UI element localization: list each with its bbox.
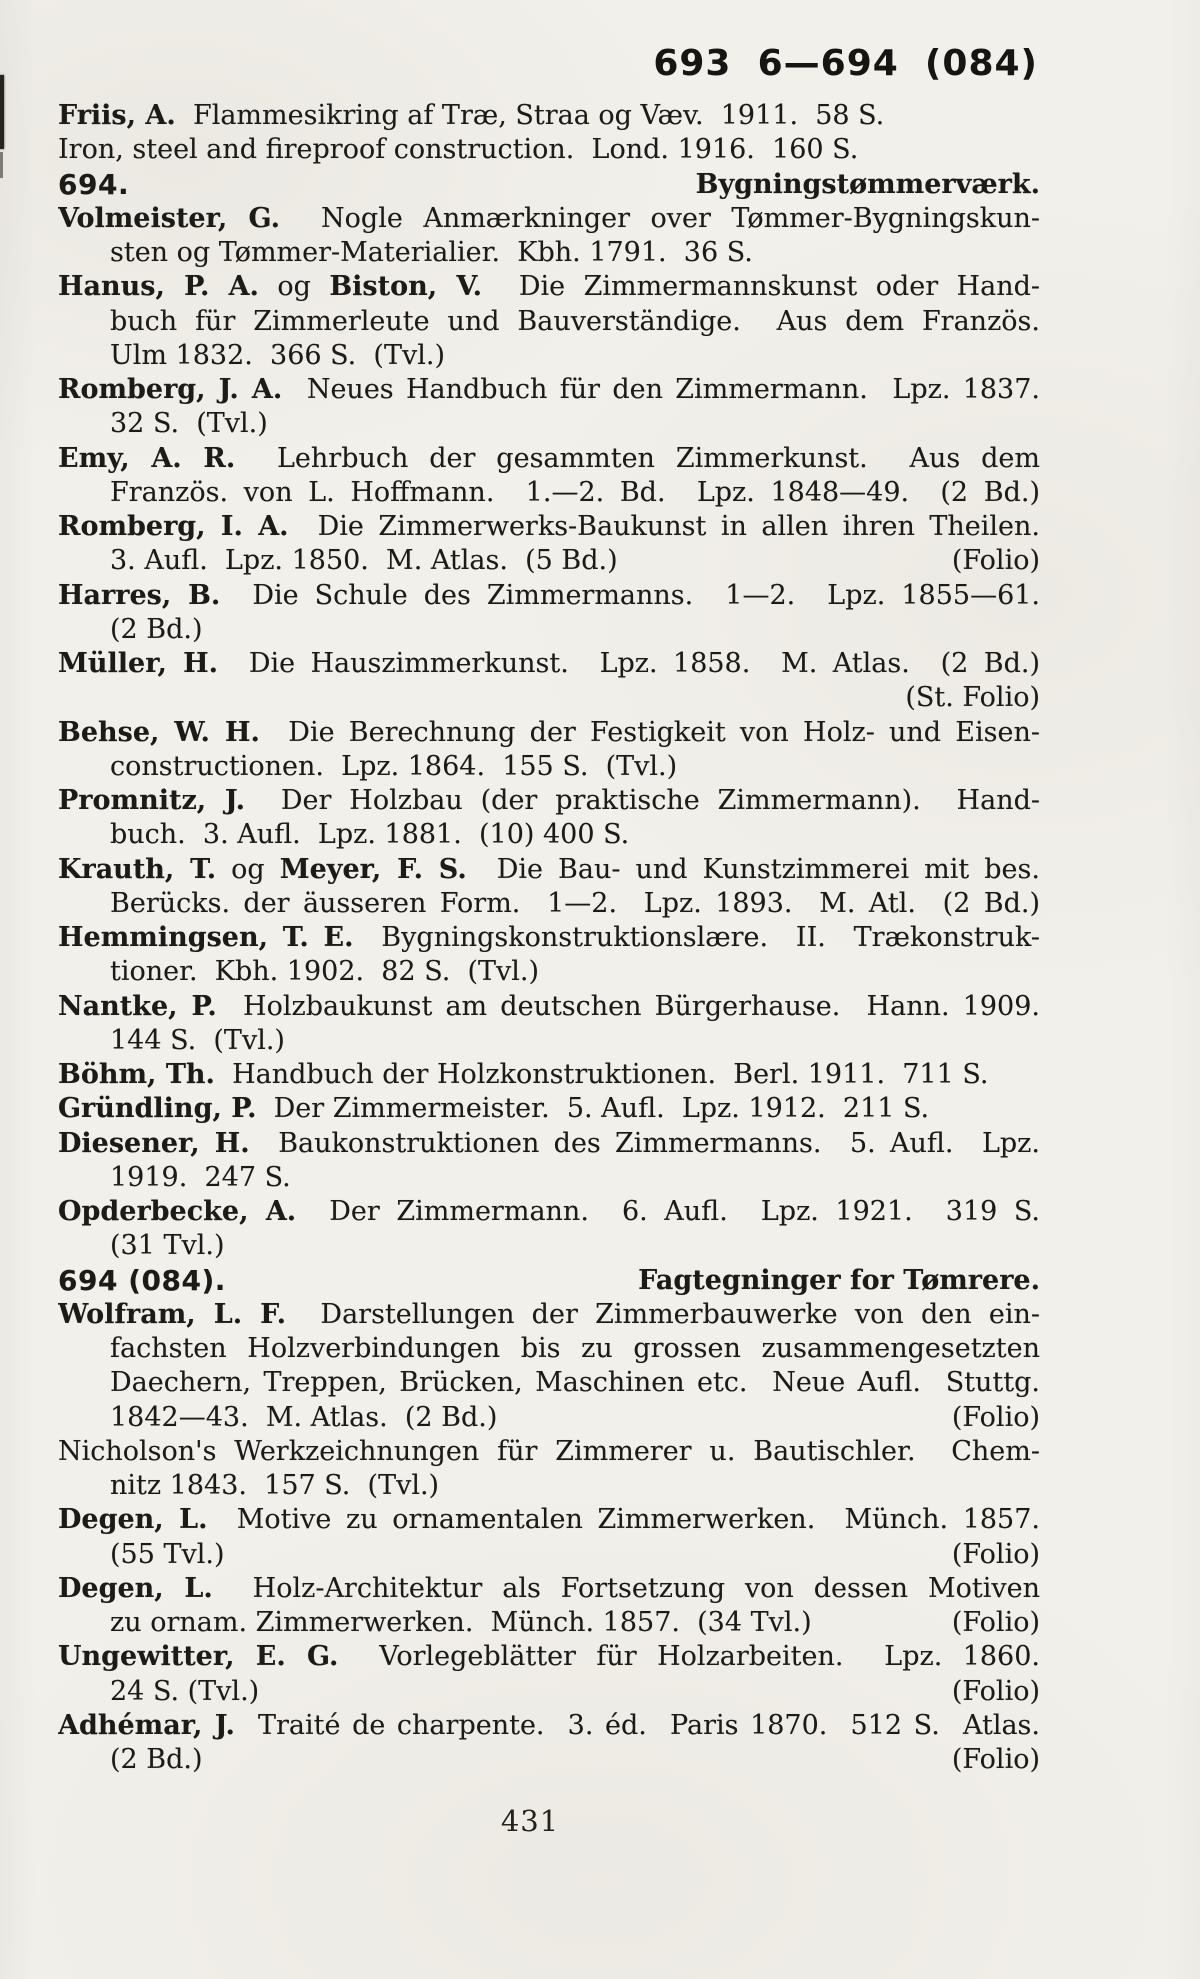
entry-line [58,647,1040,681]
entry-line [58,99,1040,133]
entry-line [58,579,1040,613]
entry-text: 32 S. (Tvl.) [110,408,268,440]
entry-text: 1919. 247 S. [110,1161,291,1193]
entry-line [58,373,1040,407]
entry-author: Hemmingsen, T. E. [58,922,354,953]
entry-author: Behse, W. H. [58,716,260,748]
entry-author: Gründling, P. [58,1093,257,1125]
entry-author: Promnitz, J. [58,785,246,816]
entry-text: Die Zimmerwerks-Baukunst in allen ihren Theilen. [288,511,1040,542]
entry-line [58,1298,1040,1332]
entry-text: (55 Tvl.) [110,1538,225,1570]
entry-line [58,236,1040,270]
section-title: Fagtegninger for Tømrere. [638,1264,1040,1296]
entry-line [58,1127,1040,1161]
entry-author: Krauth, T. [58,853,217,885]
entry-text: (31 Tvl.) [110,1230,225,1262]
entry-text: (2 Bd.) [110,1744,203,1775]
entry-author: Romberg, J. A. [58,374,283,405]
entry-line [58,887,1040,921]
entry-text: Holzbaukunst am deutschen Bürgerhause. Hann. 1909. [216,990,1040,1022]
entry-author: Romberg, I. A. [58,511,289,542]
entry-line [58,681,1040,715]
scan-artifact-left-edge [0,152,3,178]
entry-text: Lehrbuch der gesammten Zimmerkunst. Aus dem [235,442,1040,474]
entry-author: Adhémar, J. [58,1709,235,1741]
entry-line [58,613,1040,647]
entry-text: fachsten Holzverbindungen bis zu grossen zusammengesetzten [110,1333,1040,1364]
entry-text: buch. 3. Aufl. Lpz. 1881. (10) 400 S. [110,819,630,851]
folio-note: (Folio) [951,1744,1040,1775]
entry-line [58,1709,1040,1743]
entry-line [58,1229,1040,1263]
entry-text: Die Zimmermannskunst oder Hand- [482,271,1040,303]
entry-text: 3. Aufl. Lpz. 1850. M. Atlas. (5 Bd.) [110,545,618,577]
entry-author: Böhm, Th. [58,1059,215,1090]
entry-text: 144 S. (Tvl.) [110,1024,285,1056]
entry-line [58,853,1040,887]
entry-line [58,1264,1040,1298]
entry-text: Darstellungen der Zimmerbauwerke von den ein- [286,1298,1040,1330]
entry-line [58,1332,1040,1366]
entry-author: Ungewitter, E. G. [58,1641,339,1673]
entry-text: Berücks. der äusseren Form. 1—2. Lpz. 1893. M. Atl. (2 Bd.) [110,887,1040,919]
entry-text: Vorlegeblätter für Holzarbeiten. Lpz. 1860. [338,1641,1040,1673]
page-number: 431 [500,1804,560,1838]
entry-line [58,716,1040,750]
entry-text: og [216,853,280,885]
entry-author: Biston, V. [329,271,483,303]
folio-note: (Folio) [951,1401,1040,1433]
entry-author: Friis, A. [58,100,176,131]
entry-line [58,133,1040,167]
entry-author: Emy, A. R. [58,442,236,474]
entry-text: Iron, steel and fireproof construction. Lond. 1916. 160 S. [58,134,859,166]
entry-text: Holz-Architektur als Fortsetzung von dessen Motiven [212,1572,1040,1604]
entry-text: Ulm 1832. 366 S. (Tvl.) [110,339,445,371]
entry-line [58,1058,1040,1092]
entry-author: Opderbecke, A. [58,1196,297,1227]
entry-text: sten og Tømmer-Materialier. Kbh. 1791. 36 S. [110,237,753,268]
entry-text: Baukonstruktionen des Zimmermanns. 5. Aufl. Lpz. [249,1127,1040,1159]
entry-text: Handbuch der Holzkonstruktionen. Berl. 1911. 711 S. [214,1059,989,1090]
section-title: Bygningstømmerværk. [695,168,1040,200]
entry-line [58,955,1040,989]
entry-author: Diesener, H. [58,1127,250,1159]
scan-artifact-left-edge [0,75,4,149]
entry-author: Meyer, F. S. [279,853,467,885]
entry-text: Nicholson's Werkzeichnungen für Zimmerer u. Bautischler. Chem- [58,1435,1040,1467]
entry-text: zu ornam. Zimmerwerken. Münch. 1857. (34 Tvl.) [110,1607,812,1638]
folio-note: (Folio) [951,545,1040,577]
folio-note: (Folio) [951,1538,1040,1570]
entry-text: 24 S. (Tvl.) [110,1675,260,1707]
entry-line [58,544,1040,578]
entry-line [58,476,1040,510]
entry-line [58,510,1040,544]
entry-text: Die Berechnung der Festigkeit von Holz- und Eisen- [259,716,1040,748]
entry-text: Der Zimmermeister. 5. Aufl. Lpz. 1912. 211 S. [256,1093,930,1125]
classification-number: 694 (084). [58,1263,226,1297]
entry-line [58,442,1040,476]
classification-number: 694. [58,167,130,201]
entry-text: Flammesikring af Træ, Straa og Væv. 1911. 58 S. [175,100,885,131]
entry-line [58,1092,1040,1126]
entry-text: nitz 1843. 157 S. (Tvl.) [110,1470,440,1501]
entry-text: Die Schule des Zimmermanns. 1—2. Lpz. 1855—61. [220,579,1040,611]
entry-text: Französ. von L. Hoffmann. 1.—2. Bd. Lpz. 1848—49. (2 Bd.) [110,476,1040,508]
entry-author: Nantke, P. [58,990,217,1022]
entry-line [58,202,1040,236]
entry-text: buch für Zimmerleute und Bauverständige. Aus dem Französ. [110,305,1040,337]
entry-text: Daechern, Treppen, Brücken, Maschinen etc. Neue Aufl. Stuttg. [110,1367,1040,1399]
entry-line [58,750,1040,784]
entry-line [58,1503,1040,1537]
folio-note: (Folio) [951,1675,1040,1707]
entry-text: 1842—43. M. Atlas. (2 Bd.) [110,1401,498,1433]
entry-line [58,407,1040,441]
entry-line [58,168,1040,202]
entry-text: Der Zimmermann. 6. Aufl. Lpz. 1921. 319 S. [296,1196,1040,1227]
entry-text: Neues Handbuch für den Zimmermann. Lpz. 1837. [282,374,1040,405]
folio-note: (Folio) [951,1607,1040,1638]
entry-author: Degen, L. [58,1572,213,1604]
entry-line [58,1161,1040,1195]
entry-line [58,1195,1040,1229]
entry-text: Bygningskonstruktionslære. II. Trækonstruk- [353,922,1040,953]
entry-line [58,921,1040,955]
entry-text: tioner. Kbh. 1902. 82 S. (Tvl.) [110,956,540,988]
entry-text: (2 Bd.) [110,613,203,645]
entry-line [58,1640,1040,1674]
entry-line [58,818,1040,852]
folio-note: (St. Folio) [905,682,1040,714]
entry-author: Müller, H. [58,648,219,679]
entry-line [58,1435,1040,1469]
entry-text: Die Hauszimmerkunst. Lpz. 1858. M. Atlas. (2 Bd.) [218,648,1040,679]
entry-line [58,1024,1040,1058]
entry-line [58,1606,1040,1640]
entry-text: constructionen. Lpz. 1864. 155 S. (Tvl.) [110,750,678,782]
entry-text: og [258,271,330,303]
entry-line [58,1572,1040,1606]
entry-line [58,1538,1040,1572]
entry-author: Hanus, P. A. [58,271,259,303]
entry-text: Nogle Anmærkninger over Tømmer-Bygningskun- [280,202,1040,234]
entry-line [58,305,1040,339]
page-header-classification: 693 6—694 (084) [653,43,1038,84]
entry-line [58,1743,1040,1777]
entry-line [58,990,1040,1024]
entry-line [58,1469,1040,1503]
entry-line [58,270,1040,304]
entry-text: Die Bau- und Kunstzimmerei mit bes. [466,853,1040,885]
entry-line [58,1675,1040,1709]
entry-text: Motive zu ornamentalen Zimmerwerken. Münch. 1857. [207,1504,1040,1536]
bibliography-entries [58,99,1040,1777]
entry-line [58,339,1040,373]
entry-text: Traité de charpente. 3. éd. Paris 1870. 512 S. Atlas. [234,1709,1040,1741]
entry-line [58,784,1040,818]
entry-author: Volmeister, G. [58,202,281,234]
entry-line [58,1401,1040,1435]
entry-author: Harres, B. [58,579,221,611]
entry-author: Wolfram, L. F. [58,1298,286,1330]
entry-line [58,1366,1040,1400]
entry-text: Der Holzbau (der praktische Zimmermann). Hand- [245,785,1040,816]
entry-author: Degen, L. [58,1504,208,1536]
